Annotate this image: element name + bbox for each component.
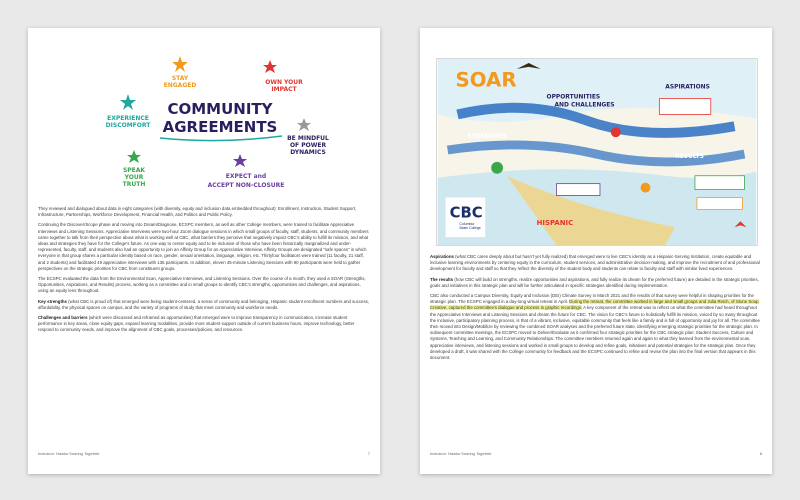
soar-graphic-recording <box>436 58 758 246</box>
aspirations-text: (what CBC cares deeply about but hasn't yet fully realized) that emerged were to live CBC's identity as a Hispanic-Serving Institution, create equitable and inclusive learning environments by centering equity in the curriculum, student services, and administrative decision-making, and improve the recruitment of and professional development for faculty and staff so that they reflect the diversity of the student body and students can relate to faculty and staff with similar lived experiences. <box>430 254 760 272</box>
paragraph-interviews: Continuing the Discover/Scope phase and moving into Dream/Diagnose, ECSPC members, as well as other College members, were trained to facilitate Appreciative Interviews and Listening Sessions. Appreciative Interviews were two-hour Zoom dialogue sessions in which small groups of faculty, staff, students, and community members came together to talk from their perspective about what is working well at CBC, what barriers they perceive that negatively impact CBC's ability to fulfill its mission, and what ideas and strategies they have for the College's future. As one way to center equity and to be inclusive of those who have been historically marginalized and under-represented, faculty, staff, and students also had an opportunity to join an Affinity Group for an Appreciative Interview. Affinity Groups are designated "safe spaces" in which everyone in that group shares a particular identity based on race, gender, sexual orientation, language, religion, etc. Thirtyfour facilitators were trained (11 faculty, 21 staff, and 2 students) and facilitated 49 appreciative interviews with 135 participants. In addition, eleven 45-minute Listening Sessions with 90 participants were held to gather perspectives on the strategic priorities for CBC from constituent groups. <box>38 222 369 271</box>
right-body-text <box>430 254 762 365</box>
challenges-label: AND CHALLENGES <box>554 101 615 109</box>
opportunities-label: OPPORTUNITIES <box>546 93 601 101</box>
footer-title: Inclusion: Hawks Soaring Together <box>430 451 492 456</box>
star-icon <box>263 60 277 73</box>
left-footer <box>38 451 370 456</box>
results-lead: The results <box>430 276 454 282</box>
title-agreements: AGREEMENTS <box>162 118 278 136</box>
highlighted-text: During the retreat, the committee worked in large and small groups and Julia Reich, of Stone Soup Creative, captured the committee's dialogue and process in graphic recordings. <box>430 299 759 311</box>
paragraph-categories: They reviewed and dialogued about data in eight categories (with diversity, equity and inclusion data embedded throughout): Enrollment, Instruction, Student Support, Infrastructure, Partnerships, Workforce Development, Financial Health, and Politics and Public Policy. <box>38 206 357 218</box>
right-footer <box>430 451 762 456</box>
hispanic-label: HISPANIC <box>536 219 574 228</box>
title-underline <box>160 136 282 141</box>
community-agreements-illustration <box>98 46 338 196</box>
mindful-label-2: OF POWER <box>289 142 327 149</box>
title-community: COMMUNITY <box>167 100 273 118</box>
star-icon <box>127 150 141 163</box>
climate-survey-text: CBC also conducted a Campus Diversity, Equity and Inclusion (DEI) Climate Survey in March 2021 and the results of that survey were helpful in shaping priorities for the strategic plan. The ECSPC engaged in a day-long virtual retreat in April. <box>430 293 754 305</box>
mindful-label-3: DYNAMICS <box>290 149 326 156</box>
results-text: (how CBC will build on strengths, realize opportunities and aspirations, and fully realize its dream for the preferred future) are detailed in the strategic priorities, goals and initiatives in this strategic plan and will be further articulated in specific strategies identified during implementation. <box>430 276 759 288</box>
cbc-logo-text: CBC <box>449 204 483 222</box>
paragraph-results <box>430 277 762 289</box>
aspirations-label: ASPIRATIONS <box>665 83 710 91</box>
speak-truth-label-3: TRUTH <box>122 181 146 188</box>
climate-survey-text-continued: A key component of the retreat was to reflect on what the committee had heard throughout the Appreciative Interviews and Listening Sessions and dream the future for CBC. The vision for CBC's future to holistically fulfill its mission, voiced by so many throughout the inclusive, participatory planning process, is that of a vibrant, inclusive, equitable community that feels like a family and is full of opportunity and joy for all. The committee then moved into Design/Mobilize by reviewing the combined SOAR analyses and the preferred future state, identifying emerging strategic priorities for the strategic plan. In subsequent committee meetings, the ECSPC moved to Deliver/Evaluate as it confirmed four strategic priorities for the CBC strategic plan: Student Success, Culture and Systems, Teaching and Learning, and Community Relationships. The committee members returned again and again to what they learned from the environmental scan, appreciative interviews, and listening sessions and worked in small groups to develop and refine goals, initiatives and potential strategies for the strategic plan. Once they developed a draft, it was shared with the College community for feedback and the ECSPC continued to refine and revise the plan into the final version that appears in this document. <box>430 305 760 361</box>
soar-title: SOAR <box>455 68 517 92</box>
stay-engaged-label-2: ENGAGED <box>163 82 197 89</box>
paragraph-strengths <box>38 299 370 311</box>
aspirations-lead: Aspirations <box>430 254 454 259</box>
cbc-logo-name-1: Columbia <box>459 222 475 227</box>
speak-truth-label-1: SPEAK <box>122 167 146 174</box>
strengths-lead: Key strengths <box>38 298 67 304</box>
star-icon <box>297 118 311 131</box>
left-body-text <box>38 206 370 338</box>
experience-discomfort-label-2: DISCOMFORT <box>105 122 151 129</box>
star-icon <box>120 94 136 110</box>
results-label: RESULTS <box>675 152 704 160</box>
strengths-label: STRENGTHS <box>467 133 508 141</box>
footer-title: Inclusion: Hawks Soaring Together <box>38 451 100 456</box>
experience-discomfort-label-1: EXPERIENCE <box>107 115 149 122</box>
mindful-label-1: BE MINDFUL <box>287 135 329 142</box>
stay-engaged-label-1: STAY <box>171 75 189 82</box>
paragraph-challenges <box>38 315 370 334</box>
paragraph-aspirations <box>430 254 762 273</box>
own-impact-label-2: IMPACT <box>271 86 297 93</box>
expect-label-1: EXPECT and <box>225 173 267 180</box>
page-number: 8 <box>759 451 762 456</box>
strengths-text: (what CBC is proud of) that emerged were being student-centered, a sense of community and belonging, Hispanic student enrollment numbers and success, affordability, the physical spaces on campus, and the variety of programs of study that meet community and workforce needs. <box>38 298 370 310</box>
paragraph-soar: The ECSPC evaluated the data from the Environmental Scan, Appreciative Interviews, and Listening Sessions. Over the course of a month, they used a SOAR (Strengths, Opportunities, Aspirations, and Results) process, working as a committee and in small groups to identify CBC's strengths, opportunities and challenges, and aspirations, using an equity lens throughout. <box>38 276 366 294</box>
own-impact-label-1: OWN YOUR <box>265 79 303 86</box>
page-left <box>28 28 380 474</box>
cbc-logo-name-2: Basin College <box>459 226 481 231</box>
page-number: 7 <box>367 451 370 456</box>
star-icon <box>233 154 247 167</box>
challenges-lead: Challenges and barriers <box>38 315 88 321</box>
page-right <box>420 28 772 474</box>
challenges-text: (which were discussed and reframed as opportunities) that emerged were to improve transparency in communication, increase student performance in key areas, close equity gaps, expand learning modalities, provide more student support outside of current business hours, improve technology, better respond to community needs, and improve the alignment of CBC goals, processes/policies, and resources. <box>38 315 355 333</box>
speak-truth-label-2: YOUR <box>124 174 144 181</box>
expect-label-2: ACCEPT NON-CLOSURE <box>207 182 285 189</box>
paragraph-climate-survey <box>430 293 762 361</box>
star-icon <box>172 56 188 72</box>
